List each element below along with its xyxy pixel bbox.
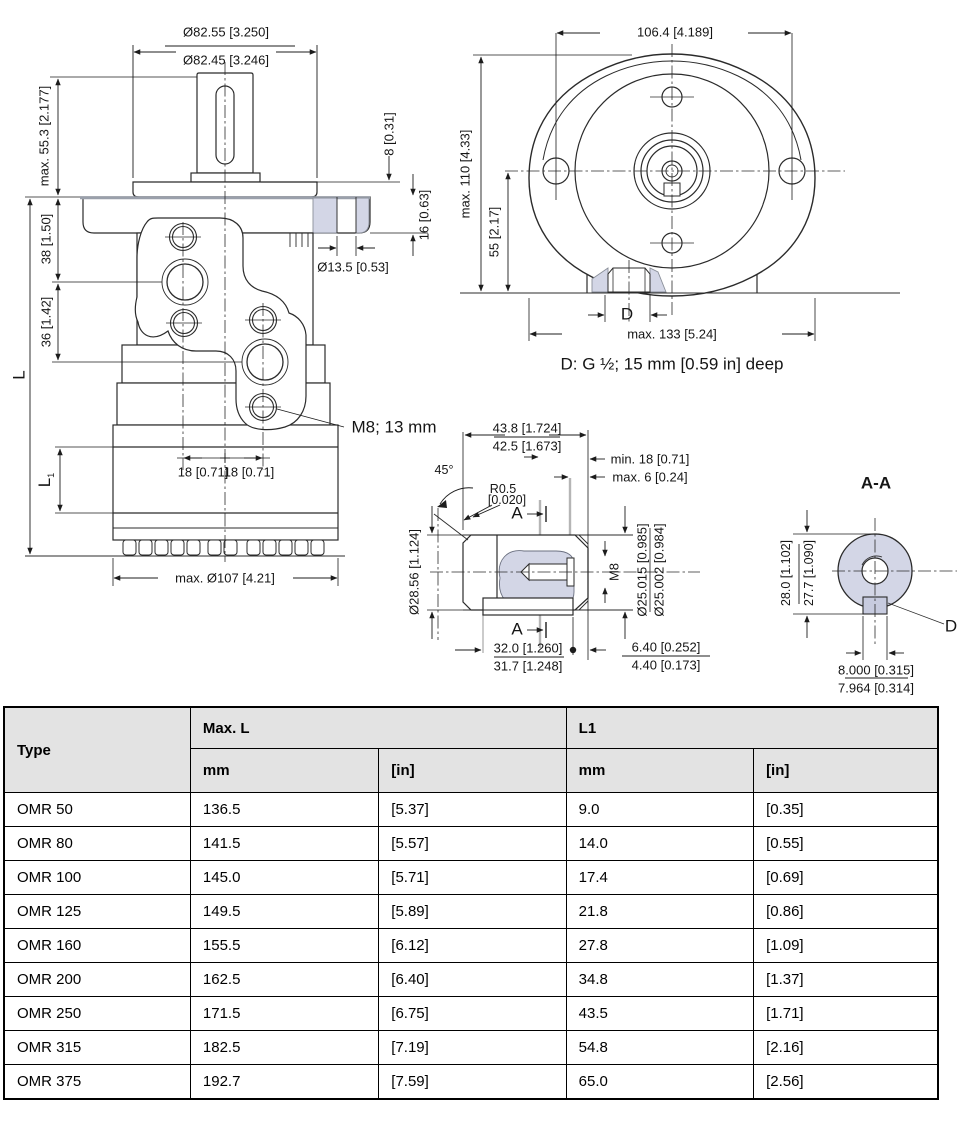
cell-type: OMR 50: [4, 793, 190, 827]
dim-key-width-max: 8.000 [0.315]: [838, 662, 914, 678]
dim-label-L1: $L_1$: [34, 472, 57, 488]
cell-maxl-mm: 182.5: [190, 1031, 378, 1065]
dim-offset-max: 6.40 [0.252]: [631, 639, 701, 655]
cell-maxl-mm: 162.5: [190, 963, 378, 997]
cell-type: OMR 250: [4, 997, 190, 1031]
cell-maxl-in: [5.37]: [379, 793, 566, 827]
cell-maxl-mm: 136.5: [190, 793, 378, 827]
cell-l1-in: [2.16]: [754, 1031, 938, 1065]
cell-l1-mm: 27.8: [566, 929, 753, 963]
cell-maxl-mm: 192.7: [190, 1065, 378, 1099]
cell-maxl-mm: 149.5: [190, 895, 378, 929]
dim-chamfer-angle: 45°: [434, 462, 454, 477]
table-row: [4, 929, 938, 963]
cell-maxl-mm: 171.5: [190, 997, 378, 1031]
cell-l1-mm: 34.8: [566, 963, 753, 997]
cell-maxl-in: [6.12]: [379, 929, 566, 963]
cell-maxl-in: [5.57]: [379, 827, 566, 861]
table-row: [4, 963, 938, 997]
dim-key-height-min: 27.7 [1.090]: [801, 539, 816, 607]
col-header-l1: L1: [566, 707, 938, 749]
cell-l1-in: [1.09]: [754, 929, 938, 963]
dim-key-width-min: 7.964 [0.314]: [838, 680, 914, 696]
key-d-label: D: [944, 616, 958, 636]
cell-l1-in: [0.86]: [754, 895, 938, 929]
cell-l1-mm: 17.4: [566, 861, 753, 895]
cell-l1-in: [1.71]: [754, 997, 938, 1031]
dim-length-max: 43.8 [1.724]: [492, 420, 562, 436]
section-marker-a-bottom: A: [511, 619, 523, 639]
cell-type: OMR 375: [4, 1065, 190, 1099]
cell-maxl-mm: 145.0: [190, 861, 378, 895]
dim-radius-1: R0.5: [489, 481, 517, 496]
cell-maxl-in: [5.89]: [379, 895, 566, 929]
dim-key-length-max: 32.0 [1.260]: [493, 640, 563, 656]
dim-shaft-diameter-min: Ø25.002 [0.984]: [651, 523, 667, 617]
cell-type: OMR 200: [4, 963, 190, 997]
dim-key-length-min: 31.7 [1.248]: [493, 658, 563, 674]
cell-l1-in: [2.56]: [754, 1065, 938, 1099]
cell-l1-mm: 14.0: [566, 827, 753, 861]
dim-18-right: 18 [0.71]: [223, 464, 275, 480]
cell-l1-in: [1.37]: [754, 963, 938, 997]
dim-16: 16 [0.63]: [416, 189, 432, 241]
col-subheader-l1-in: [in]: [754, 749, 938, 793]
cell-l1-in: [0.55]: [754, 827, 938, 861]
dim-radius-2: [0.020]: [487, 492, 527, 507]
dim-min-thread-depth: min. 18 [0.71]: [610, 451, 690, 467]
dim-shaft-diameter-max: Ø25.015 [0.985]: [634, 523, 650, 617]
cell-maxl-in: [6.75]: [379, 997, 566, 1031]
fraction-bar: [160, 44, 300, 48]
dim-length-min: 42.5 [1.673]: [492, 438, 562, 454]
cell-type: OMR 160: [4, 929, 190, 963]
cell-l1-in: [0.35]: [754, 793, 938, 827]
table-row: [4, 793, 938, 827]
dim-offset-min: 4.40 [0.173]: [631, 657, 701, 673]
cell-l1-mm: 43.5: [566, 997, 753, 1031]
dimensions-table: [3, 706, 939, 1100]
cell-maxl-mm: 155.5: [190, 929, 378, 963]
cell-l1-in: [0.69]: [754, 861, 938, 895]
cell-l1-mm: 21.8: [566, 895, 753, 929]
dim-18-left: 18 [0.71]: [177, 464, 229, 480]
cell-l1-mm: 65.0: [566, 1065, 753, 1099]
table-row: [4, 997, 938, 1031]
port-d-label: D: [620, 304, 634, 324]
dim-max-depth: max. 6 [0.24]: [612, 469, 688, 485]
cell-maxl-in: [7.59]: [379, 1065, 566, 1099]
table-row: [4, 827, 938, 861]
dim-bolt-hole-diameter: Ø13.5 [0.53]: [317, 259, 389, 275]
dim-55: 55 [2.17]: [486, 206, 502, 258]
dim-max-width: max. 133 [5.24]: [627, 326, 717, 342]
dim-label-L: L: [9, 370, 29, 380]
dim-key-height-max: 28.0 [1.102]: [778, 539, 793, 607]
dim-max-body-diameter: max. Ø107 [4.21]: [175, 570, 275, 586]
dim-8: 8 [0.31]: [381, 112, 397, 156]
cell-maxl-in: [5.71]: [379, 861, 566, 895]
cell-type: OMR 315: [4, 1031, 190, 1065]
table-row: [4, 861, 938, 895]
dim-36: 36 [1.42]: [38, 296, 54, 348]
cell-maxl-mm: 141.5: [190, 827, 378, 861]
dim-nose-diameter: Ø28.56 [1.124]: [406, 528, 422, 616]
dim-bolt-spacing: 106.4 [4.189]: [637, 24, 713, 40]
dim-pilot-diameter-max: Ø82.55 [3.250]: [182, 24, 270, 40]
dim-pilot-diameter-min: Ø82.45 [3.246]: [182, 52, 270, 68]
thread-m8-label: M8: [606, 562, 622, 582]
cell-l1-mm: 54.8: [566, 1031, 753, 1065]
col-subheader-maxl-mm: mm: [190, 749, 378, 793]
section-marker-a-top: A: [511, 503, 523, 523]
dim-shaft-height: max. 55.3 [2.177]: [36, 85, 52, 187]
table-row: [4, 1065, 938, 1099]
cell-maxl-in: [6.40]: [379, 963, 566, 997]
section-aa-title: A-A: [860, 473, 892, 493]
note-thread-m8: M8; 13 mm: [351, 417, 437, 437]
col-subheader-maxl-in: [in]: [379, 749, 566, 793]
cell-type: OMR 125: [4, 895, 190, 929]
port-spec-caption: D: G ½; 15 mm [0.59 in] deep: [560, 354, 784, 374]
cell-type: OMR 80: [4, 827, 190, 861]
col-header-type: Type: [4, 707, 190, 793]
cell-type: OMR 100: [4, 861, 190, 895]
dim-max-height: max. 110 [4.33]: [457, 129, 473, 219]
dim-38: 38 [1.50]: [38, 213, 54, 265]
col-header-max-l: Max. L: [190, 707, 566, 749]
cell-l1-mm: 9.0: [566, 793, 753, 827]
cell-maxl-in: [7.19]: [379, 1031, 566, 1065]
table-row: [4, 1031, 938, 1065]
table-row: [4, 895, 938, 929]
col-subheader-l1-mm: mm: [566, 749, 753, 793]
